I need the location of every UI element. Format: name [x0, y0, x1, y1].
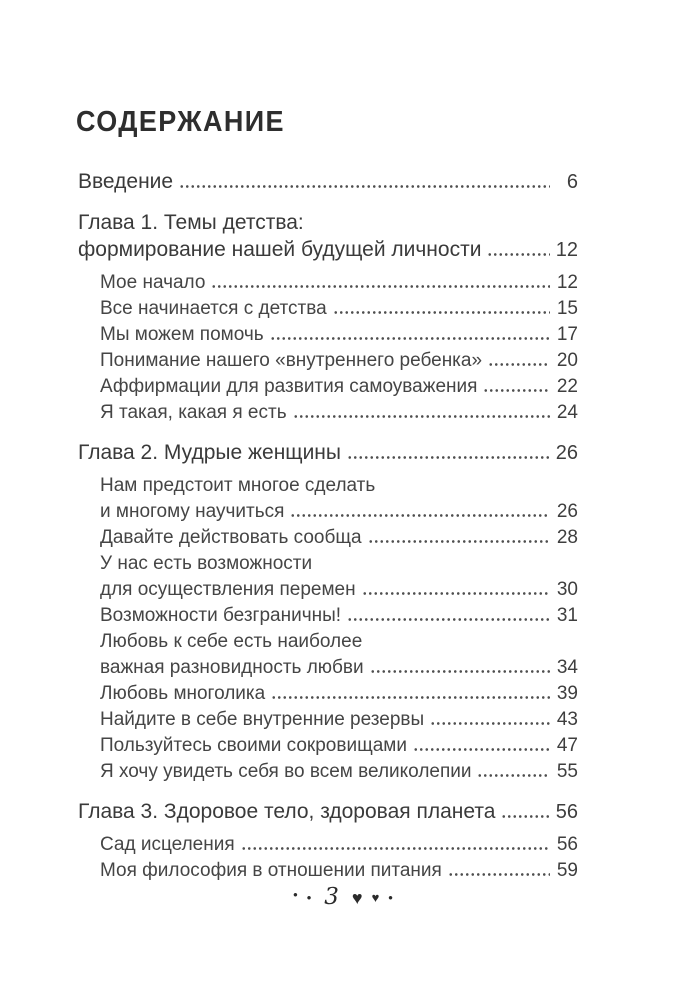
- dot-leader: [483, 387, 550, 392]
- toc-entry: [78, 473, 578, 525]
- decoration-dot: •: [293, 887, 298, 902]
- toc-entry: [78, 858, 578, 884]
- toc-entry-page: 22: [556, 376, 578, 397]
- dot-leader: [290, 512, 550, 517]
- toc-entry: [78, 707, 578, 733]
- heart-icon: ♥: [351, 887, 363, 908]
- toc-entry-label: Найдите в себе внутренние резервы: [100, 709, 425, 730]
- decoration-dot: •: [388, 890, 393, 905]
- dot-leader: [487, 251, 550, 256]
- toc-entry-label: Я такая, какая я есть: [100, 402, 287, 423]
- toc-entry-label: Давайте действовать сообща: [100, 527, 362, 548]
- toc-entry-label: Понимание нашего «внутреннего ребенка»: [100, 350, 483, 371]
- toc-entry-label: Мы можем помочь: [100, 324, 264, 345]
- dot-leader: [370, 668, 550, 673]
- dot-leader: [362, 590, 550, 595]
- dot-leader: [333, 309, 550, 314]
- toc-entry-chapter-1: [78, 209, 578, 264]
- toc-entry-label: формирование нашей будущей личности: [78, 238, 482, 261]
- toc-entry: [78, 681, 578, 707]
- toc-entry-page: 12: [555, 239, 578, 261]
- toc-entry-label: для осуществления перемен: [100, 579, 356, 600]
- toc-entry-label: Возможности безграничны!: [100, 605, 342, 626]
- toc-entry-label: Глава 1. Темы детства:: [78, 211, 304, 234]
- toc-entry-label: Аффирмации для развития самоуважения: [100, 376, 478, 397]
- toc-entry: [78, 832, 578, 858]
- dot-leader: [293, 413, 550, 418]
- toc-entry-label: Нам предстоит многое сделать: [100, 475, 376, 496]
- toc-entry-label: Глава 2. Мудрые женщины: [78, 441, 342, 464]
- page-footer: [0, 886, 686, 909]
- toc-entry: [78, 400, 578, 426]
- toc-entry-label: Мое начало: [100, 272, 206, 293]
- dot-leader: [241, 845, 550, 850]
- toc-entry: [78, 322, 578, 348]
- dot-leader: [430, 720, 550, 725]
- toc-entry: [78, 629, 578, 681]
- toc-entry: [78, 551, 578, 603]
- toc-entry-page: 59: [556, 860, 578, 881]
- dot-leader: [270, 335, 550, 340]
- dot-leader: [271, 694, 550, 699]
- toc-entry-page: 15: [556, 298, 578, 319]
- toc-entry-page: 30: [556, 579, 578, 600]
- toc-entry: [78, 759, 578, 785]
- page-title: СОДЕРЖАНИЕ: [76, 106, 285, 138]
- toc-entry-page: 17: [556, 324, 578, 345]
- toc-entry-page: 56: [556, 834, 578, 855]
- toc-entry-label: Глава 3. Здоровое тело, здоровая планета: [78, 800, 496, 823]
- dot-leader: [211, 283, 550, 288]
- toc-entry: [78, 374, 578, 400]
- toc-entry: [78, 270, 578, 296]
- toc-entry-page: 55: [556, 761, 578, 782]
- toc-entry-label: Я хочу увидеть себя во всем великолепии: [100, 761, 472, 782]
- toc-entry-page: 6: [566, 171, 578, 193]
- toc-entry-page: 26: [555, 442, 578, 464]
- dot-leader: [488, 361, 550, 366]
- heart-icon: ♥: [371, 890, 380, 905]
- dot-leader: [448, 871, 550, 876]
- dot-leader: [413, 746, 550, 751]
- toc-entry-label: Все начинается с детства: [100, 298, 327, 319]
- toc-entry: [78, 348, 578, 374]
- toc-entry: [78, 603, 578, 629]
- toc-entry-page: 31: [556, 605, 578, 626]
- toc-entry-label: Пользуйтесь своими сокровищами: [100, 735, 407, 756]
- toc-entry-label: Любовь многолика: [100, 683, 266, 704]
- toc-entry-label: Моя философия в отношении питания: [100, 860, 442, 881]
- folio-page-number: 3: [324, 884, 339, 910]
- toc-entry-label: Любовь к себе есть наиболее: [100, 631, 363, 652]
- toc-entry-label: Введение: [78, 170, 174, 193]
- toc-entry-label: и многому научиться: [100, 501, 285, 522]
- toc-entry-page: 56: [555, 801, 578, 823]
- toc-entry-label: Сад исцеления: [100, 834, 235, 855]
- toc-entry: [78, 296, 578, 322]
- toc-entry-page: 39: [556, 683, 578, 704]
- toc-entry-chapter-3: [78, 798, 578, 826]
- toc-entry-page: 24: [556, 402, 578, 423]
- toc-entry-page: 34: [556, 657, 578, 678]
- dot-leader: [179, 183, 550, 188]
- toc-entry: [78, 733, 578, 759]
- dot-leader: [347, 454, 550, 459]
- toc-entry-introduction: [78, 168, 578, 196]
- toc-entry: [78, 525, 578, 551]
- decoration-dot: •: [306, 890, 312, 905]
- toc-entry-label: У нас есть возможности: [100, 553, 313, 574]
- toc-entry-page: 28: [556, 527, 578, 548]
- toc-entry-page: 47: [556, 735, 578, 756]
- toc-entry-page: 26: [556, 501, 578, 522]
- toc-entry-label: важная разновидность любви: [100, 657, 364, 678]
- toc-entry-page: 20: [556, 350, 578, 371]
- toc-entry-chapter-2: [78, 439, 578, 467]
- table-of-contents: [78, 168, 578, 884]
- dot-leader: [368, 538, 550, 543]
- dot-leader: [347, 616, 550, 621]
- toc-entry-page: 12: [556, 272, 578, 293]
- dot-leader: [501, 813, 550, 818]
- toc-entry-page: 43: [556, 709, 578, 730]
- dot-leader: [477, 772, 550, 777]
